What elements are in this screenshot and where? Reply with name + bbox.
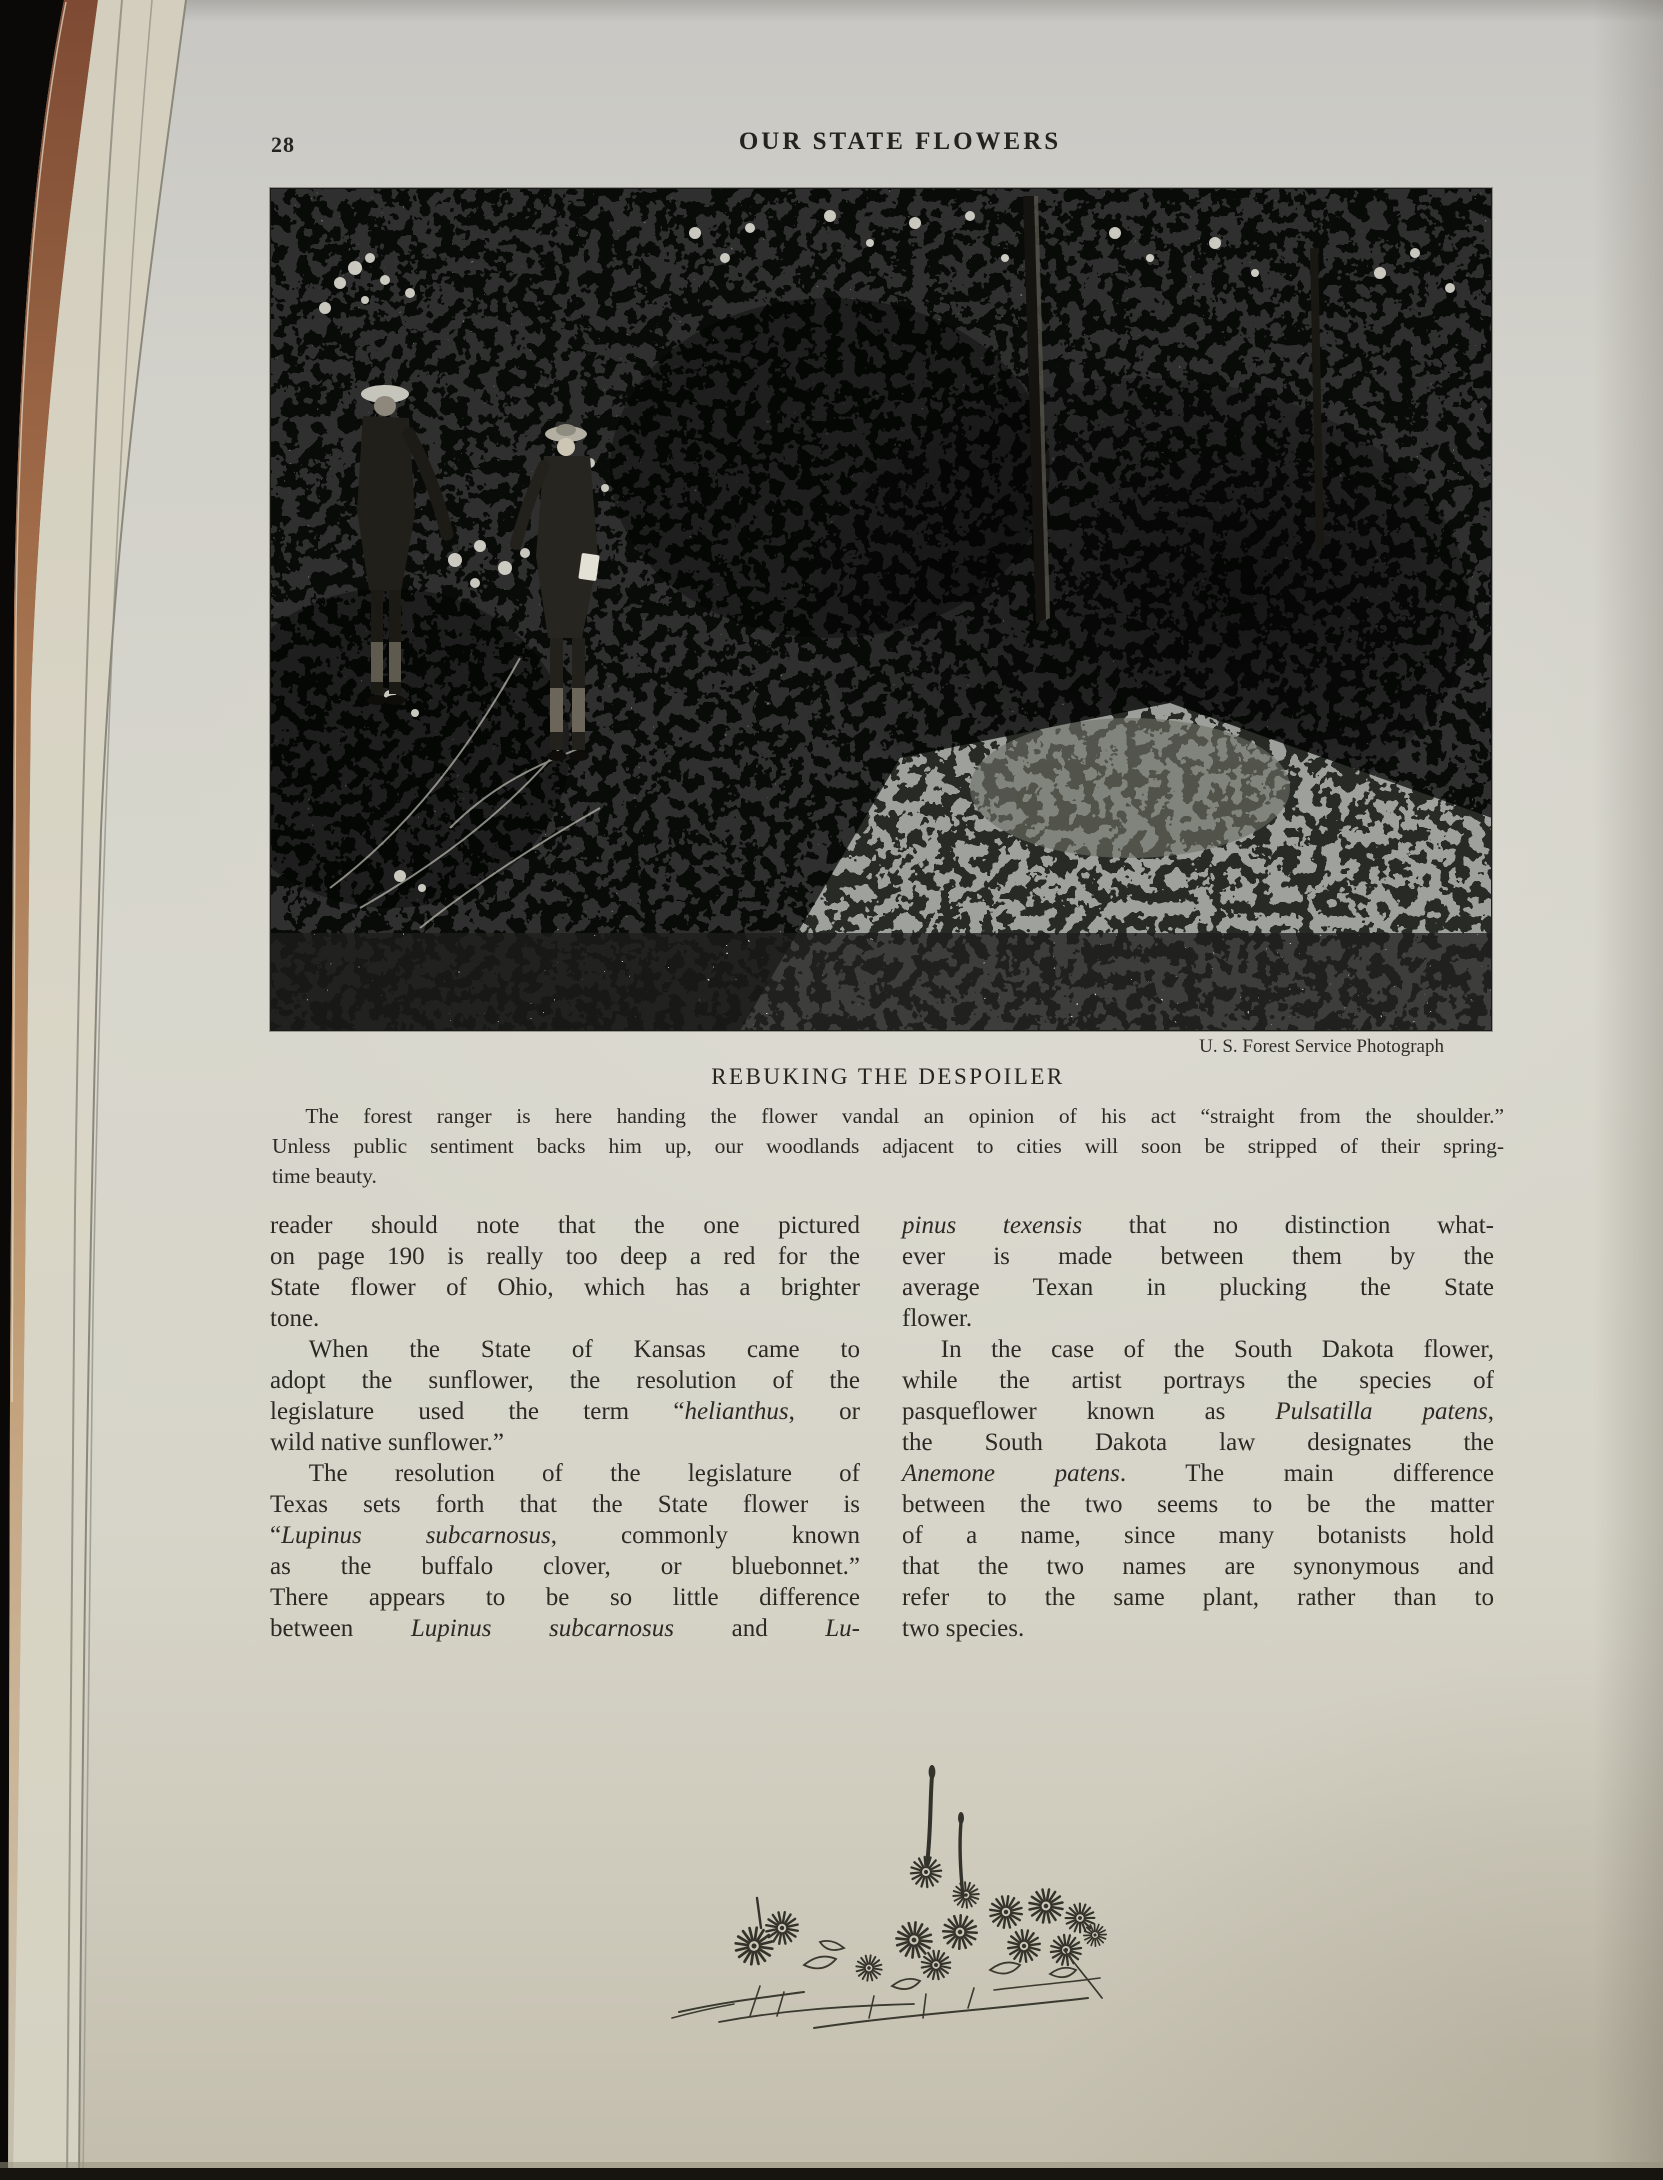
top-shadow	[0, 0, 1663, 22]
running-title: OUR STATE FLOWERS	[738, 128, 1062, 155]
text-line: ever is made between them by the	[902, 1243, 1494, 1270]
forest-service-photograph	[270, 188, 1492, 1031]
text-line: The resolution of the legislature of	[308, 1460, 860, 1487]
text-line: Anemone patens. The main difference	[902, 1460, 1494, 1487]
text-line: as the buffalo clover, or bluebonnet.”	[270, 1553, 860, 1580]
text-line: Texas sets forth that the State flower is	[270, 1491, 860, 1518]
text-line: The forest ranger is here handing the flower vandal an opinion of his act “straight from the shoulder.”	[305, 1104, 1504, 1128]
text-line: average Texan in plucking the State	[902, 1274, 1494, 1301]
text-line: “Lupinus subcarnosus, commonly known	[270, 1522, 860, 1549]
text-line: adopt the sunflower, the resolution of the	[270, 1367, 860, 1394]
text-line: legislature used the term “helianthus, or	[270, 1398, 861, 1425]
text-line: Unless public sentiment backs him up, our woodlands adjacent to cities will soon be stripped of their spring-	[272, 1134, 1504, 1158]
text-line: between Lupinus subcarnosus and Lu-	[270, 1615, 860, 1642]
text-line: pasqueflower known as Pulsatilla patens,	[902, 1398, 1494, 1425]
text-line: between the two seems to be the matter	[902, 1491, 1494, 1518]
text-line: State flower of Ohio, which has a brighter	[270, 1274, 860, 1301]
text-line: When the State of Kansas came to	[308, 1336, 860, 1363]
caption-paragraph	[272, 1101, 1504, 1191]
text-line: refer to the same plant, rather than to	[902, 1584, 1494, 1611]
table-surface-below-page	[0, 2168, 1663, 2180]
text-line: on page 190 is really too deep a red for the	[270, 1243, 860, 1270]
caption-block	[272, 1064, 1504, 1191]
caption-heading: REBUKING THE DESPOILER	[711, 1064, 1065, 1089]
daisy-flowers	[732, 1856, 1110, 1986]
photo-credit: U. S. Forest Service Photograph	[1199, 1036, 1444, 1057]
text-line: tone.	[270, 1305, 320, 1332]
text-line: of a name, since many botanists hold	[902, 1522, 1494, 1549]
text-line: wild native sunflower.”	[270, 1429, 504, 1456]
text-line: the South Dakota law designates the	[902, 1429, 1494, 1456]
right-page-curl-shadow	[1593, 0, 1663, 2180]
pasqueflower-sketch-illustration	[664, 1758, 1112, 2048]
body-right-column	[902, 1210, 1494, 1644]
text-line: that the two names are synonymous and	[902, 1553, 1494, 1580]
text-line: while the artist portrays the species of	[902, 1367, 1494, 1394]
text-line: time beauty.	[272, 1164, 377, 1188]
text-line: flower.	[902, 1305, 973, 1332]
text-line: In the case of the South Dakota flower,	[940, 1336, 1494, 1363]
page-number: 28	[271, 132, 295, 157]
text-line: two species.	[902, 1615, 1025, 1642]
book-spine-and-page-edges	[0, 0, 230, 2180]
text-line: There appears to be so little difference	[270, 1584, 860, 1611]
body-left-column	[270, 1210, 860, 1644]
text-line: pinus texensis that no distinction what-	[902, 1212, 1494, 1239]
text-line: reader should note that the one pictured	[270, 1212, 860, 1239]
